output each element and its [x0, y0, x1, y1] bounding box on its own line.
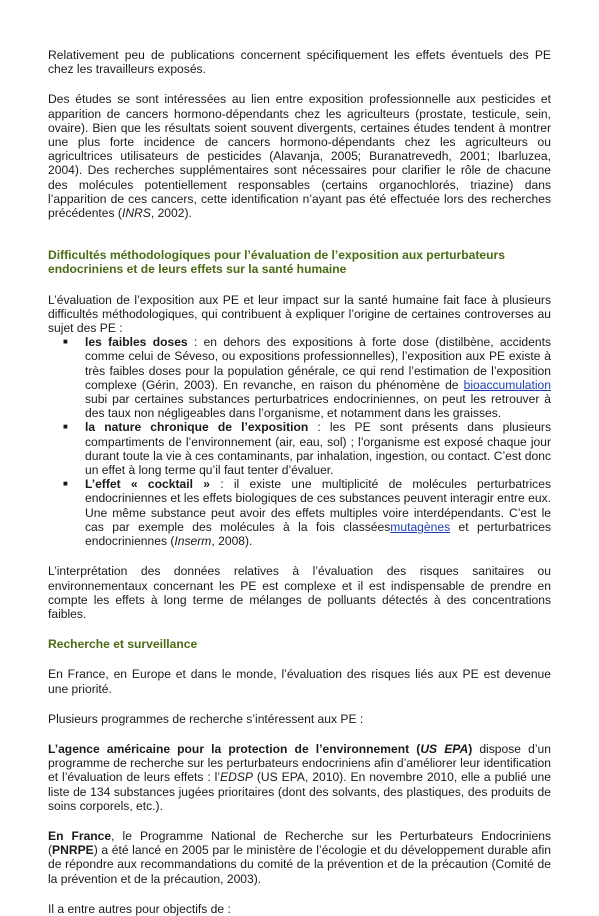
france-text: , le Programme National de Recherche sur les Perturbateurs Endocriniens (: [48, 828, 551, 858]
mutagenes-link[interactable]: mutagènes: [390, 519, 451, 534]
epa-edsp: EDSP: [220, 770, 253, 785]
epa-bold-italic: US EPA: [420, 741, 469, 756]
item-text: : les PE sont présents dans plusieurs compartiments de l’environnement (air, eau, sol) ; l’organisme est exposé chaque jour durant toute la vie à ces contaminants, par inhalation, ingestion, ou contact. C’est donc un effet à long terme qu’il faut tenter d’évaluer.: [85, 420, 552, 478]
methodology-conclusion: L’interprétation des données relatives à l’évaluation des risques sanitaires ou environnementaux concernant les PE est complexe et il est indispensable de prendre en compte les effets à long terme de mélanges de polluants détectés à des concentrations faibles.: [48, 564, 551, 621]
studies-ref: INRS: [121, 206, 151, 221]
document-page: [48, 48, 551, 916]
methodology-intro: L’évaluation de l’exposition aux PE et leur impact sur la santé humaine fait face à plusieurs difficultés méthodologiques, qui contribuent à expliquer l’origine de certaines controverses au sujet des PE :: [48, 292, 551, 336]
list-item: [48, 420, 551, 477]
bioaccumulation-link[interactable]: bioaccumulation: [463, 377, 551, 392]
bullet-icon: ■: [63, 422, 68, 432]
item-text: subi par certaines substances perturbatrices endocriniennes, on peut les retrouver à des taux non négligeables dans l’organisme, et notamment dans les graisses.: [85, 392, 551, 421]
research-programs-intro: Plusieurs programmes de recherche s’intéressent aux PE :: [48, 711, 364, 726]
section-heading-research: Recherche et surveillance: [48, 637, 198, 652]
difficulties-list: [48, 335, 551, 548]
item-text: : il existe une multiplicité de molécules perturbatrices endocriniennes et les effets biologiques de ces substances peuvent interagir entre eux. Une même substance peut avoir des effets multiples voire interdépendants. C’est le cas par exemple des molécules à la fois classées: [85, 477, 551, 534]
list-item: [48, 335, 551, 420]
item-term: la nature chronique de l’exposition: [85, 420, 309, 435]
studies-tail: , 2002).: [150, 206, 192, 221]
studies-paragraph: [48, 92, 551, 220]
intro-paragraph: Relativement peu de publications concernent spécifiquement les effets éventuels des PE chez les travailleurs exposés.: [48, 48, 551, 77]
item-term: L’effet « cocktail »: [85, 477, 210, 492]
epa-text: (US EPA, 2010). En novembre 2010, elle a publié une liste de 134 substances jugées prioritaires (dont des solvants, des plastiques, des produits de soins corporels, etc.).: [48, 770, 551, 813]
item-ref: Inserm: [174, 534, 212, 549]
france-bold: En France: [48, 828, 112, 843]
list-item: [48, 477, 551, 548]
studies-text: Des études se sont intéressées au lien entre exposition professionnelle aux pesticides et apparition de cancers hormono-dépendants chez les agriculteurs (prostate, testicule, sein, ovaire). Bien que les résultats soient souvent divergents, certaines études tendent à montrer une plus forte incidence de cancers hormono-dépendants chez les agriculteurs ou agricultrices utilisateurs de pesticides (Alavanja, 2005; Buranatrevedh, 2001; Ibarluzea, 2004). Des recherches supplémentaires sont nécessaires pour clarifier le rôle de chacune des molécules potentiellement responsables (certains organochlorés, triazine) dans l’apparition de ces cancers, cette identification n’ayant pas été effectuée lors des recherches précédentes (: [48, 92, 551, 221]
bullet-icon: ■: [63, 479, 68, 489]
epa-bold-b: ): [468, 741, 473, 756]
epa-paragraph: [48, 742, 551, 813]
item-term: les faibles doses: [85, 335, 188, 350]
epa-bold-a: L’agence américaine pour la protection de l’environnement (: [48, 741, 421, 756]
epa-text: dispose d’un programme de recherche sur les perturbateurs endocriniens afin d’améliorer leur identification et l’évaluation de leurs effets : l’: [48, 741, 551, 785]
item-text: : en dehors des expositions à forte dose (distilbène, accidents comme celui de Séveso, ou expositions professionnelles), l’exposition aux PE existe à très faibles doses pour la population générale, ce qui rend l’estimation de l’exposition complexe (Gérin, 2003). En revanche, en raison du phénomène de: [85, 335, 551, 392]
section-heading-methodology: Difficultés méthodologiques pour l’évaluation de l’exposition aux perturbateurs endocriniens et de leurs effets sur la santé humaine: [48, 248, 505, 277]
france-text: ) a été lancé en 2005 par le ministère de l’écologie et du développement durable afin de répondre aux recommandations du comité de la prévention et de la précaution (Comité de la prévention et de la précaution, 2003).: [48, 843, 551, 886]
france-pnrpe: PNRPE: [52, 843, 94, 858]
france-paragraph: [48, 829, 551, 886]
item-text: et perturbatrices endocriniennes (: [85, 519, 551, 549]
bullet-icon: ■: [63, 337, 68, 347]
item-text: , 2008).: [211, 534, 253, 549]
research-priority: En France, en Europe et dans le monde, l’évaluation des risques liés aux PE est devenue une priorité.: [48, 667, 551, 696]
objectives-intro: Il a entre autres pour objectifs de :: [48, 901, 231, 916]
